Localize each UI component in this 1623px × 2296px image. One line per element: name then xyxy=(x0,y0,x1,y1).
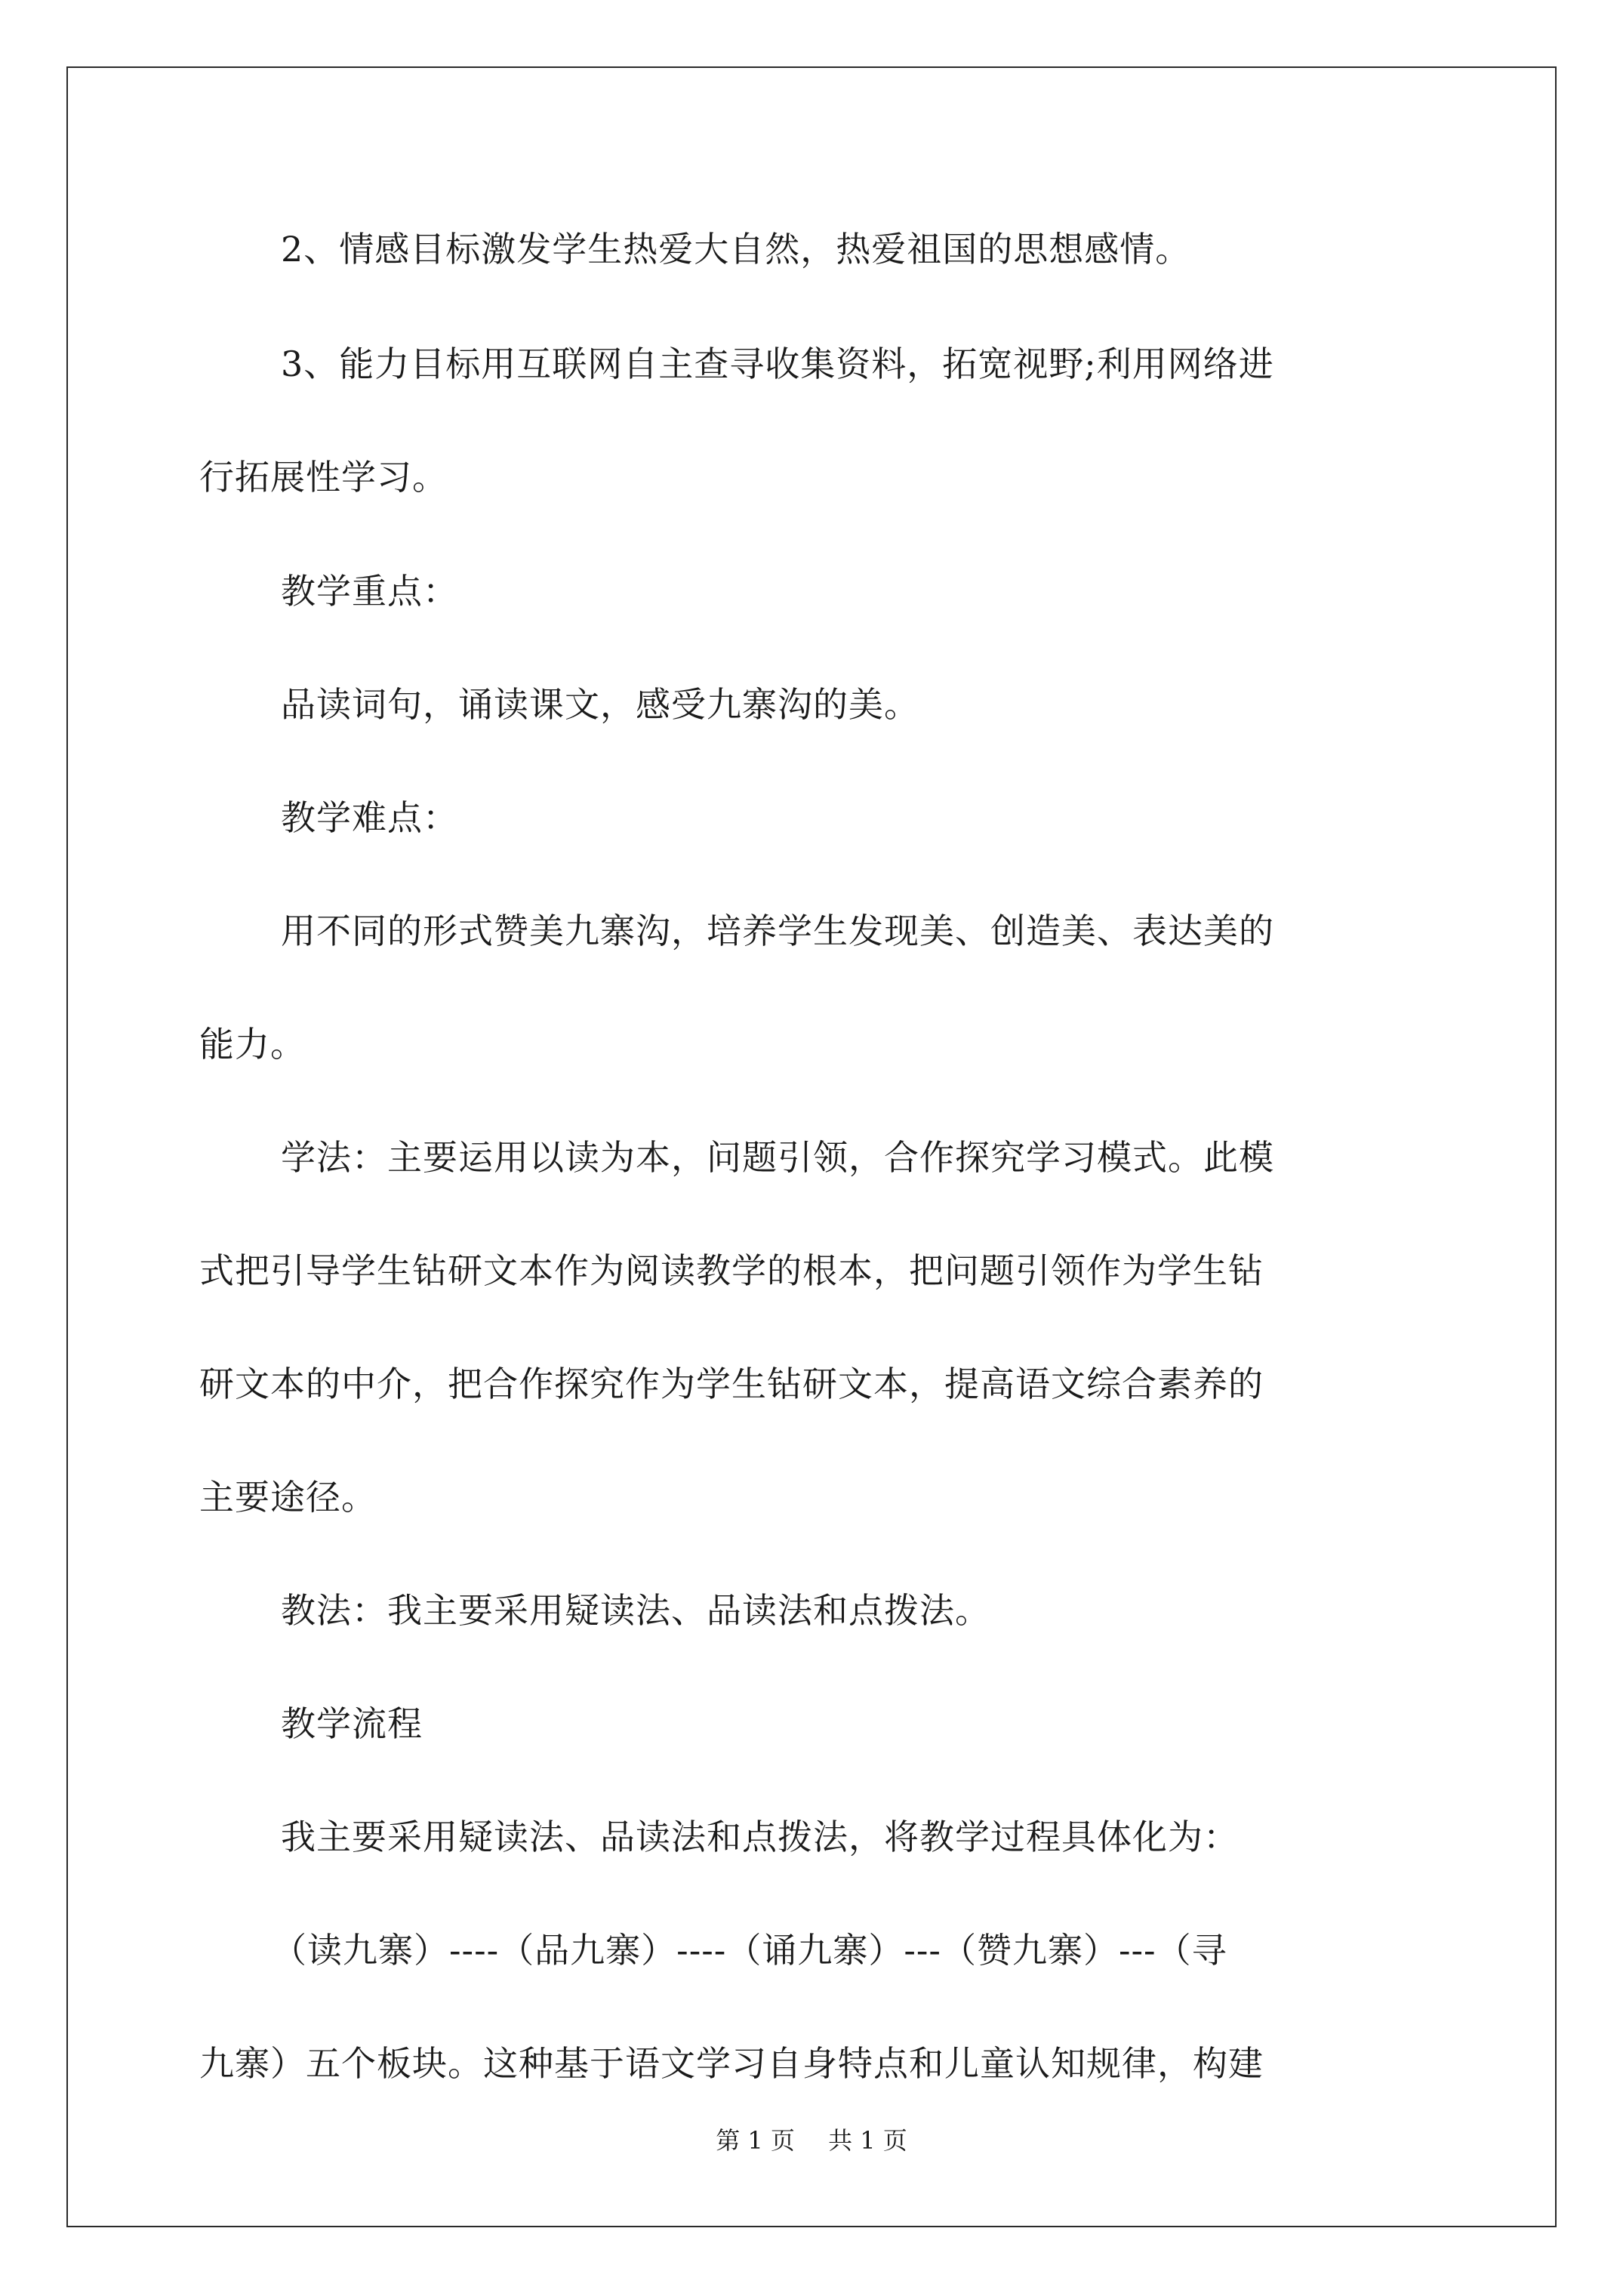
paragraph-teaching-focus: 品读词句，诵读课文，感受九寨沟的美。 xyxy=(281,684,919,725)
page-number: 第 1 页 xyxy=(716,2126,795,2155)
paragraph-teaching-difficulty: 用不同的形式赞美九寨沟，培养学生发现美、创造美、表达美的 xyxy=(281,911,1274,951)
paragraph-emotion-goal: 2、情感目标激发学生热爱大自然，热爱祖国的思想感情。 xyxy=(281,229,1191,270)
paragraph-ability-goal-cont: 行拓展性学习。 xyxy=(199,457,448,498)
page-total: 共 1 页 xyxy=(828,2126,907,2155)
paragraph-teaching-process: 我主要采用疑读法、品读法和点拨法，将教学过程具体化为： xyxy=(281,1817,1239,1857)
paragraph-learning-method-cont: 式把引导学生钻研文本作为阅读教学的根本，把问题引领作为学生钻 xyxy=(199,1250,1264,1291)
heading-teaching-process: 教学流程 xyxy=(281,1703,423,1744)
paragraph-teaching-difficulty-cont: 能力。 xyxy=(199,1024,306,1065)
heading-teaching-difficulty: 教学难点： xyxy=(281,797,458,838)
paragraph-ability-goal: 3、能力目标用互联网自主查寻收集资料，拓宽视野;利用网络进 xyxy=(281,344,1274,384)
paragraph-process-blocks: （读九寨）----（品九寨）----（诵九寨）---（赞九寨）---（寻 xyxy=(272,1930,1227,1971)
paragraph-learning-method-cont: 主要途径。 xyxy=(199,1477,377,1518)
paragraph-teaching-method: 教法：我主要采用疑读法、品读法和点拨法。 xyxy=(281,1590,990,1631)
paragraph-learning-method: 学法：主要运用以读为本，问题引领，合作探究学习模式。此模 xyxy=(281,1137,1274,1178)
heading-teaching-focus: 教学重点： xyxy=(281,571,458,612)
paragraph-process-blocks-cont: 九寨）五个板块。这种基于语文学习自身特点和儿童认知规律，构建 xyxy=(199,2043,1264,2084)
page-footer xyxy=(0,2125,1623,2156)
paragraph-learning-method-cont: 研文本的中介，把合作探究作为学生钻研文本，提高语文综合素养的 xyxy=(199,1364,1264,1404)
